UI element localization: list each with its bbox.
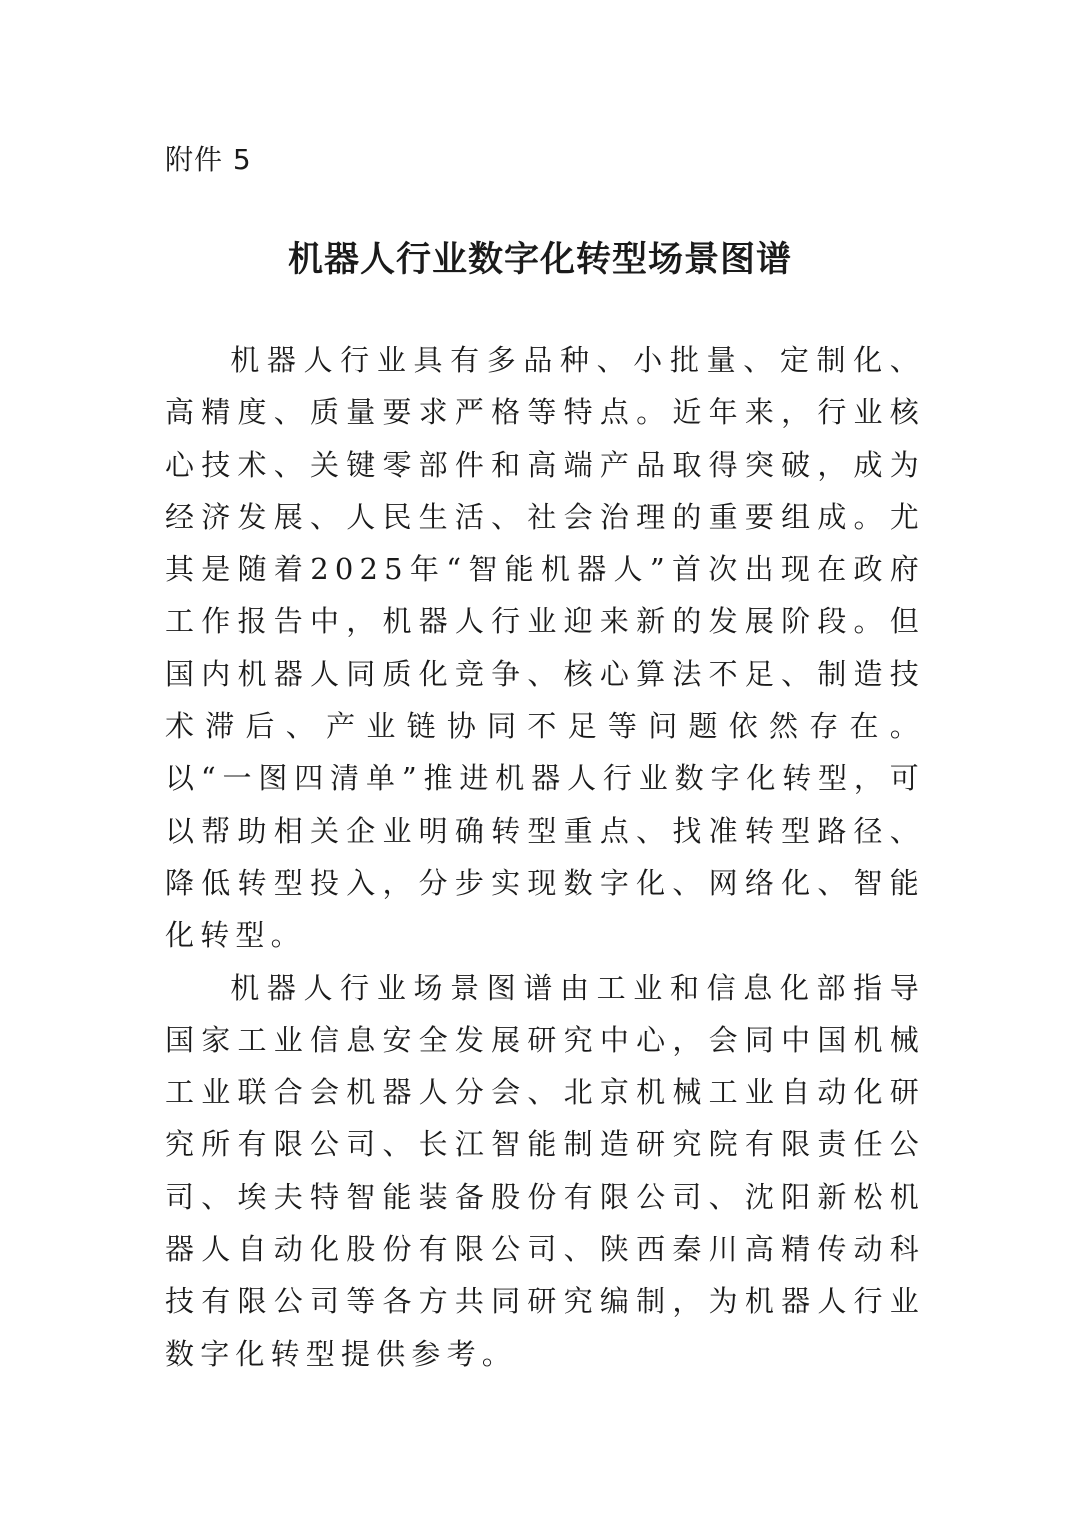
document-body [165,334,925,1380]
document-title: 机器人行业数字化转型场景图谱 [287,240,792,280]
attachment-label: 附件 5 [165,143,252,176]
paragraph-authorship: 机器人行业场景图谱由工业和信息化部指导国家工业信息安全发展研究中心，会同中国机械工业联合会机器人分会、北京机械工业自动化研究所有限公司、长江智能制造研究院有限责任公司、埃夫特智能装备股份有限公司、沈阳新松机器人自动化股份有限公司、陕西秦川高精传动科技有限公司等各方共同研究编制，为机器人行业数字化转型提供参考。 [165,970,925,1371]
paragraph-intro: 机器人行业具有多品种、小批量、定制化、高精度、质量要求严格等特点。近年来，行业核心技术、关键零部件和高端产品取得突破，成为经济发展、人民生活、社会治理的重要组成。尤其是随着2025年“智能机器人”首次出现在政府工作报告中，机器人行业迎来新的发展阶段。但国内机器人同质化竞争、核心算法不足、制造技术滞后、产业链协同不足等问题依然存在。以“一图四清单”推进机器人行业数字化转型，可以帮助相关企业明确转型重点、找准转型路径、降低转型投入，分步实现数字化、网络化、智能化转型。 [165,343,925,953]
